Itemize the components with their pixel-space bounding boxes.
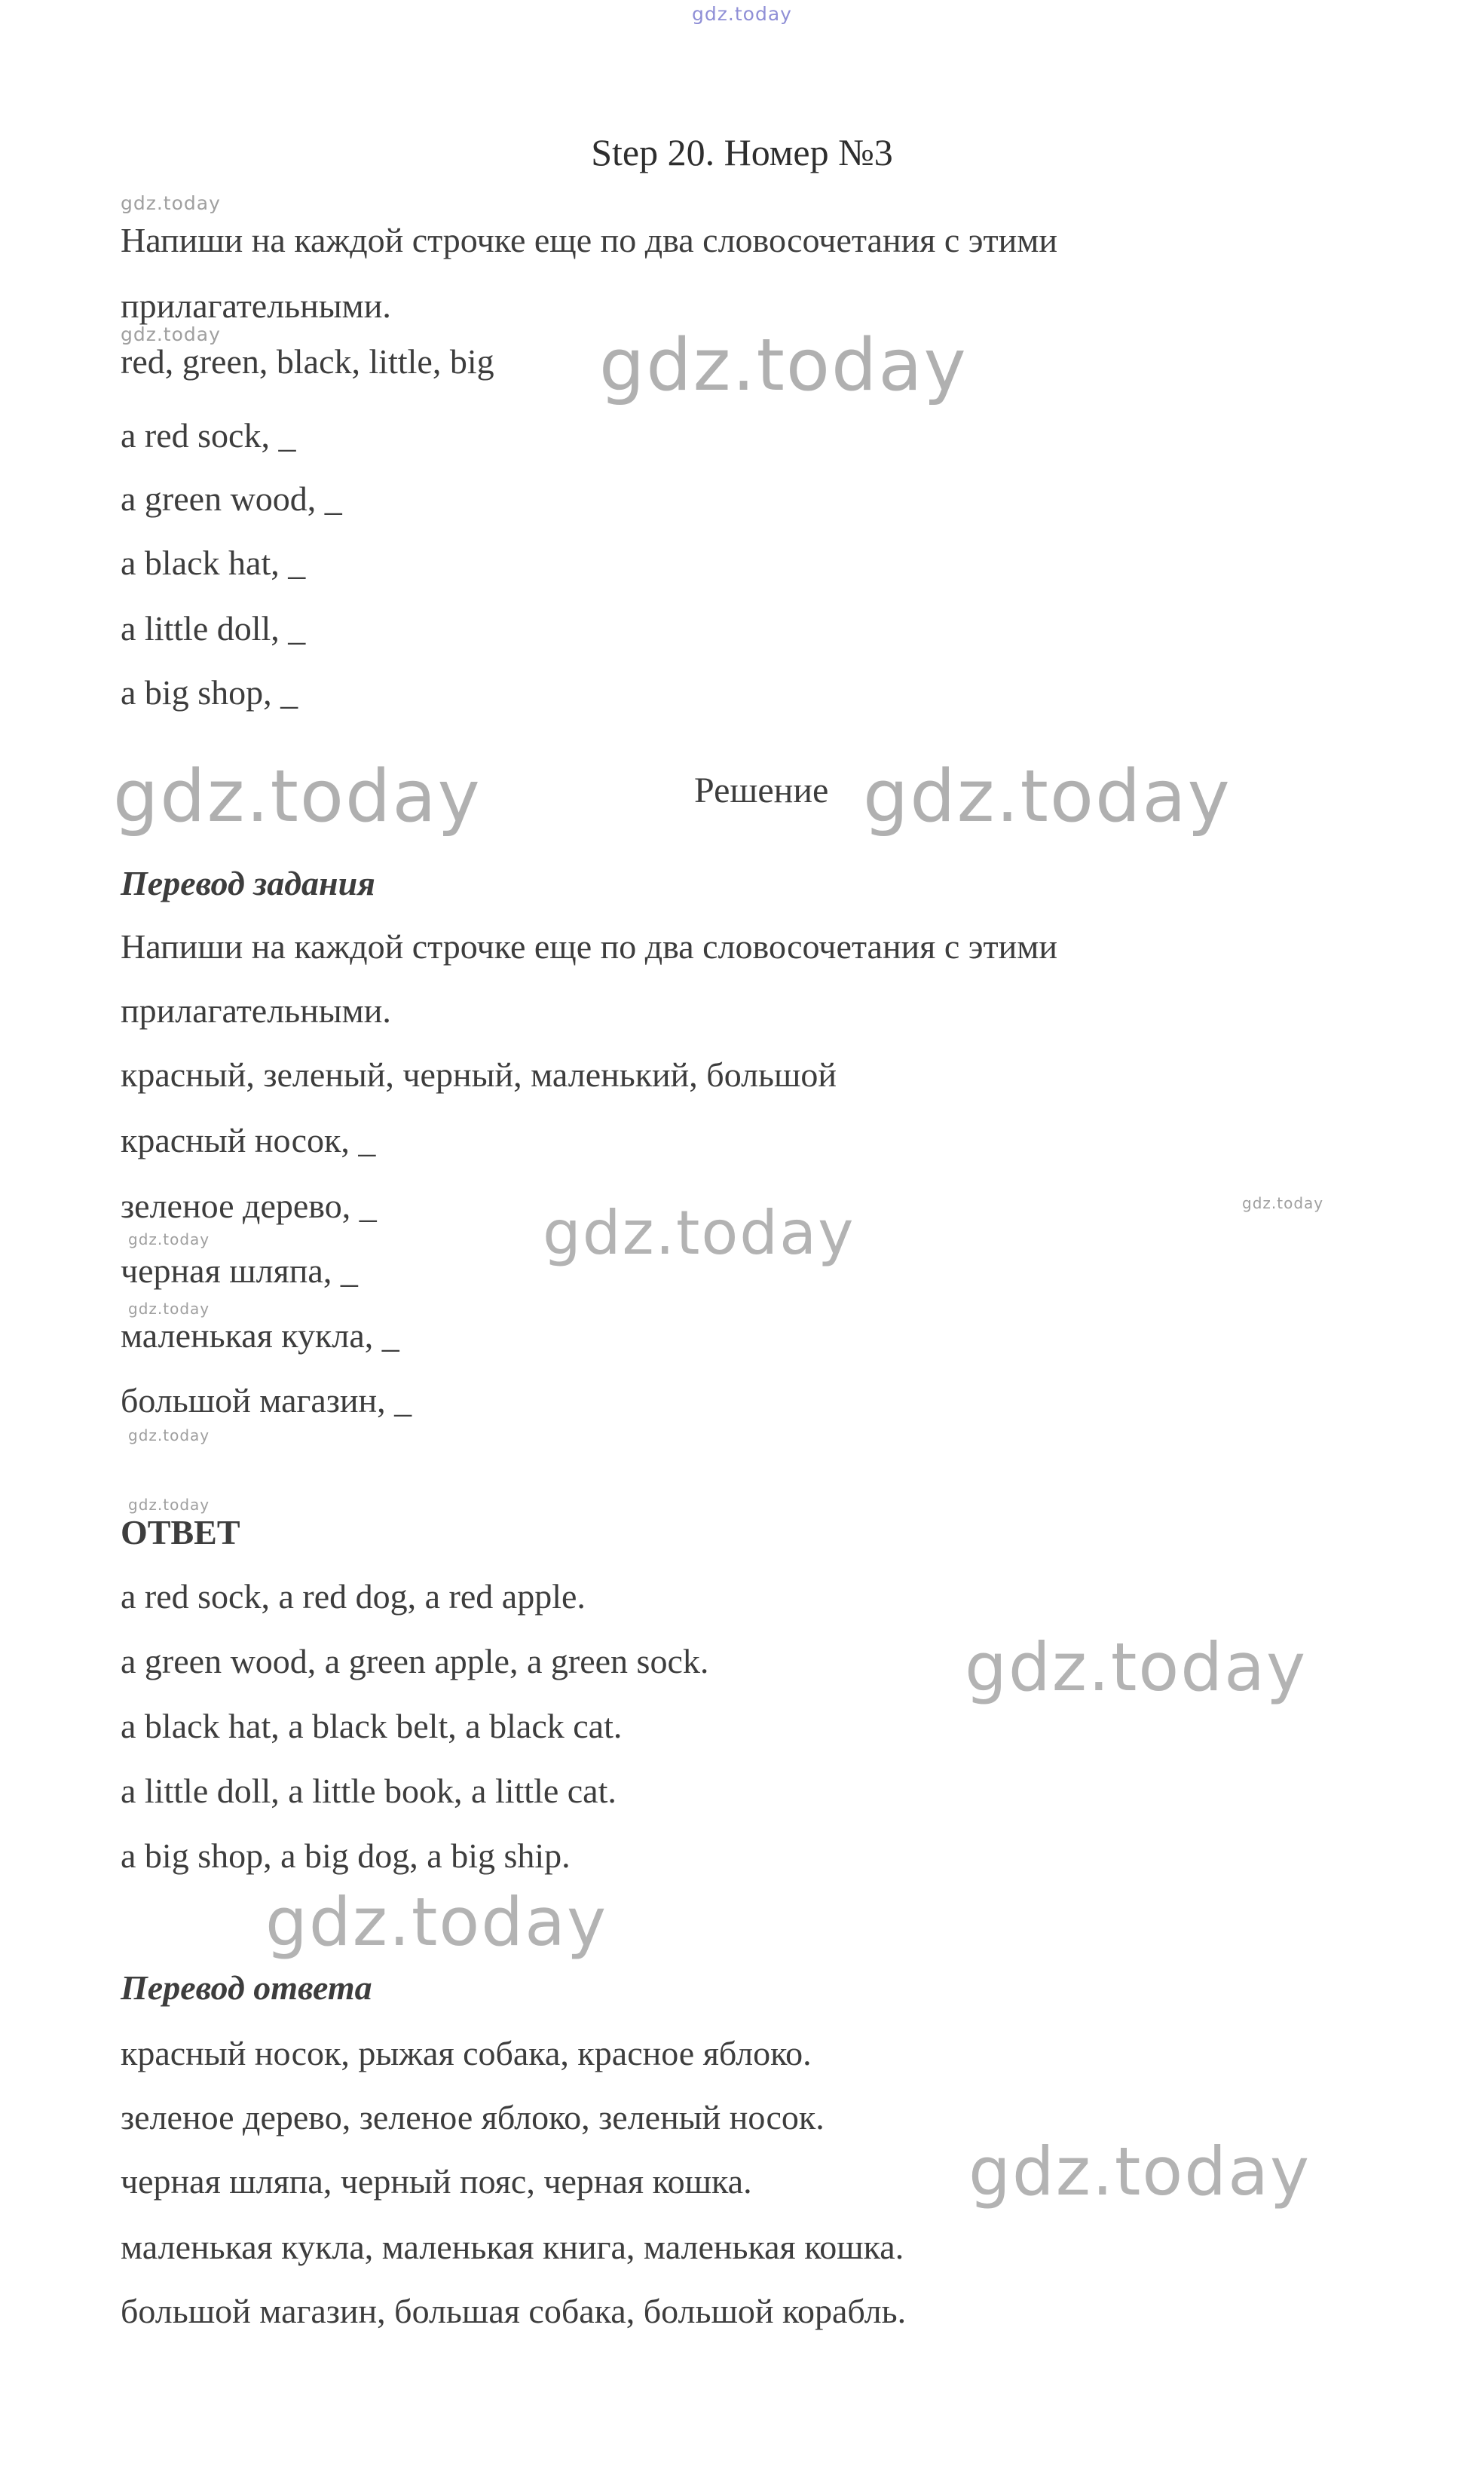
solution-label: Решение bbox=[694, 770, 829, 810]
watermark-tiny-right: gdz.today bbox=[1242, 1194, 1324, 1212]
translation-task-intro-line-1: Напиши на каждой строчке еще по два словосочетания с этими bbox=[121, 927, 1057, 966]
answer-line: a little doll, a little book, a little cat. bbox=[121, 1772, 617, 1810]
translation-task-intro-line-2: прилагательными. bbox=[121, 991, 391, 1030]
watermark-large-center: gdz.today bbox=[543, 1198, 855, 1268]
watermark-top: gdz.today bbox=[692, 3, 792, 25]
watermark-tiny-4: gdz.today bbox=[128, 1496, 210, 1514]
watermark-small-1: gdz.today bbox=[121, 192, 221, 214]
task-line: a red sock, _ bbox=[121, 416, 296, 455]
task-line: a green wood, _ bbox=[121, 479, 342, 518]
task-line: a big shop, _ bbox=[121, 673, 298, 712]
answer-line: a black hat, a black belt, a black cat. bbox=[121, 1707, 623, 1745]
translation-answer-line: маленькая кукла, маленькая книга, маленькая кошка. bbox=[121, 2228, 904, 2266]
translation-answer-line: красный носок, рыжая собака, красное яблоко. bbox=[121, 2034, 812, 2072]
watermark-tiny-1: gdz.today bbox=[128, 1230, 210, 1248]
watermark-tiny-2: gdz.today bbox=[128, 1300, 210, 1318]
task-intro-line-1: Напиши на каждой строчке еще по два словосочетания с этими bbox=[121, 221, 1057, 259]
answer-line: a green wood, a green apple, a green sock. bbox=[121, 1642, 709, 1680]
watermark-large-answer-right: gdz.today bbox=[965, 1628, 1308, 1706]
answer-heading: ОТВЕТ bbox=[121, 1513, 240, 1551]
translation-answer-heading: Перевод ответа bbox=[121, 1968, 372, 2007]
watermark-tiny-3: gdz.today bbox=[128, 1426, 210, 1444]
watermark-large-right: gdz.today bbox=[863, 755, 1232, 838]
translation-task-line: красный носок, _ bbox=[121, 1121, 376, 1159]
translation-answer-line: зеленое дерево, зеленое яблоко, зеленый носок. bbox=[121, 2098, 825, 2136]
translation-task-line: маленькая кукла, _ bbox=[121, 1316, 399, 1355]
answer-line: a big shop, a big dog, a big ship. bbox=[121, 1836, 571, 1875]
watermark-large-inline: gdz.today bbox=[599, 324, 968, 407]
translation-task-line: зеленое дерево, _ bbox=[121, 1187, 377, 1225]
translation-answer-line: большой магазин, большая собака, большой корабль. bbox=[121, 2292, 907, 2330]
task-intro-line-2: прилагательными. bbox=[121, 286, 391, 325]
translation-task-line: большой магазин, _ bbox=[121, 1381, 412, 1420]
translation-task-adjectives: красный, зеленый, черный, маленький, большой bbox=[121, 1055, 837, 1094]
translation-task-heading: Перевод задания bbox=[121, 864, 375, 902]
watermark-large-translation-right: gdz.today bbox=[968, 2133, 1311, 2210]
watermark-small-2: gdz.today bbox=[121, 323, 221, 345]
task-adjectives: red, green, black, little, big bbox=[121, 342, 494, 381]
watermark-large-left: gdz.today bbox=[113, 755, 482, 838]
answer-line: a red sock, a red dog, a red apple. bbox=[121, 1577, 586, 1616]
task-line: a little doll, _ bbox=[121, 609, 306, 648]
watermark-large-bottom-left: gdz.today bbox=[265, 1883, 608, 1961]
page-title: Step 20. Номер №3 bbox=[591, 131, 893, 173]
translation-answer-line: черная шляпа, черный пояс, черная кошка. bbox=[121, 2162, 752, 2201]
task-line: a black hat, _ bbox=[121, 544, 306, 582]
translation-task-line: черная шляпа, _ bbox=[121, 1251, 358, 1290]
